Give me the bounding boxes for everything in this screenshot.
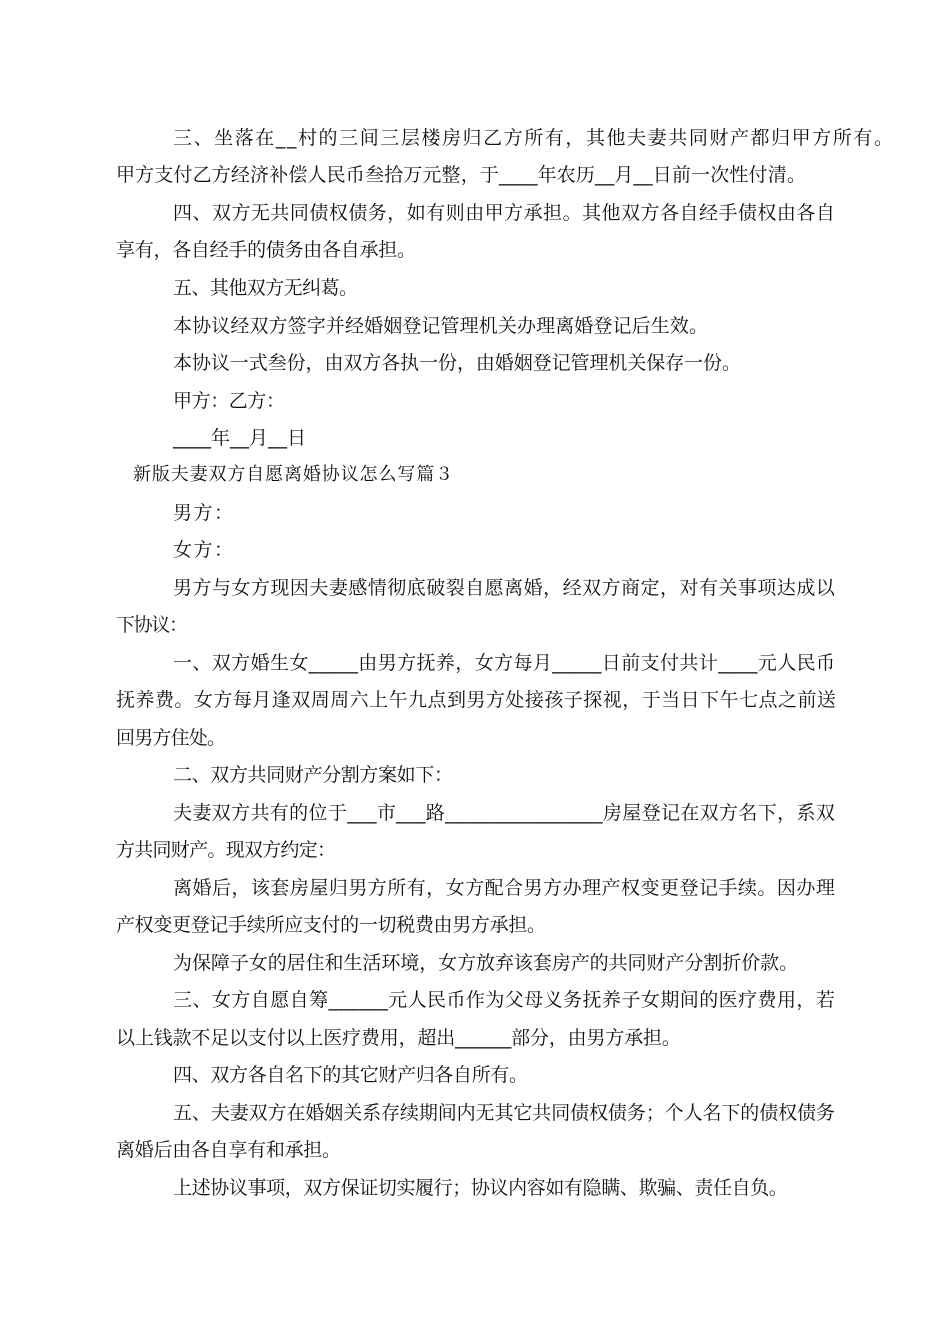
date-line: ____年__月__日 (173, 427, 307, 449)
paragraph-line: 产权变更登记手续所应支付的一切税费由男方承担。 (116, 914, 546, 936)
paragraph-line: 下协议： (116, 614, 187, 636)
paragraph-line: 一、双方婚生女_____由男方抚养，女方每月_____日前支付共计____元人民币 (173, 652, 836, 674)
paragraph-line: 四、双方各自名下的其它财产归各自所有。 (173, 1064, 528, 1086)
paragraph-line: 女方： (173, 539, 235, 561)
paragraph-line: 离婚后由各自享有和承担。 (116, 1139, 341, 1161)
paragraph-line: 男方与女方现因夫妻感情彻底破裂自愿离婚，经双方商定，对有关事项达成以 (173, 577, 836, 599)
paragraph-line: 回男方住处。 (116, 727, 226, 749)
paragraph-line: 方共同财产。现双方约定： (116, 839, 336, 861)
paragraph-line: 五、其他双方无纠葛。 (173, 277, 358, 299)
paragraph-line: 夫妻双方共有的位于___市___路________________房屋登记在双方名下，系双 (173, 802, 836, 824)
paragraph-line: 五、夫妻双方在婚姻关系存续期间内无其它共同债权债务；个人名下的债权债务 (173, 1102, 835, 1124)
paragraph-line: 四、双方无共同债权债务，如有则由甲方承担。其他双方各自经手债权由各自 (173, 202, 836, 224)
paragraph-line: 抚养费。女方每月逢双周周六上午九点到男方处接孩子探视，于当日下午七点之前送 (116, 689, 837, 711)
paragraph-line: 为保障子女的居住和生活环境，女方放弃该套房产的共同财产分割折价款。 (173, 952, 799, 974)
paragraph-line: 三、坐落在__村的三间三层楼房归乙方所有，其他夫妻共同财产都归甲方所有。 (173, 127, 895, 149)
paragraph-line: 男方： (173, 502, 235, 524)
signature-line: 甲方：乙方： (173, 390, 285, 412)
paragraph-line: 以上钱款不足以支付以上医疗费用，超出______部分，由男方承担。 (116, 1027, 681, 1049)
paragraph-line: 本协议经双方签字并经婚姻登记管理机关办理离婚登记后生效。 (173, 315, 709, 337)
paragraph-line: 离婚后，该套房屋归男方所有，女方配合男方办理产权变更登记手续。因办理 (173, 877, 836, 899)
paragraph-line: 上述协议事项，双方保证切实履行；协议内容如有隐瞒、欺骗、责任自负。 (173, 1177, 788, 1199)
paragraph-line: 本协议一式叁份，由双方各执一份，由婚姻登记管理机关保存一份。 (173, 352, 741, 374)
section-heading: 新版夫妻双方自愿离婚协议怎么写篇３ (133, 464, 454, 485)
paragraph-line: 甲方支付乙方经济补偿人民币叁拾万元整，于____年农历__月__日前一次性付清。 (116, 164, 807, 186)
paragraph-line: 三、女方自愿自筹______元人民币作为父母义务抚养子女期间的医疗费用，若 (173, 989, 836, 1011)
paragraph-line: 享有，各自经手的债务由各自承担。 (116, 239, 416, 261)
paragraph-line: 二、双方共同财产分割方案如下： (173, 764, 453, 786)
